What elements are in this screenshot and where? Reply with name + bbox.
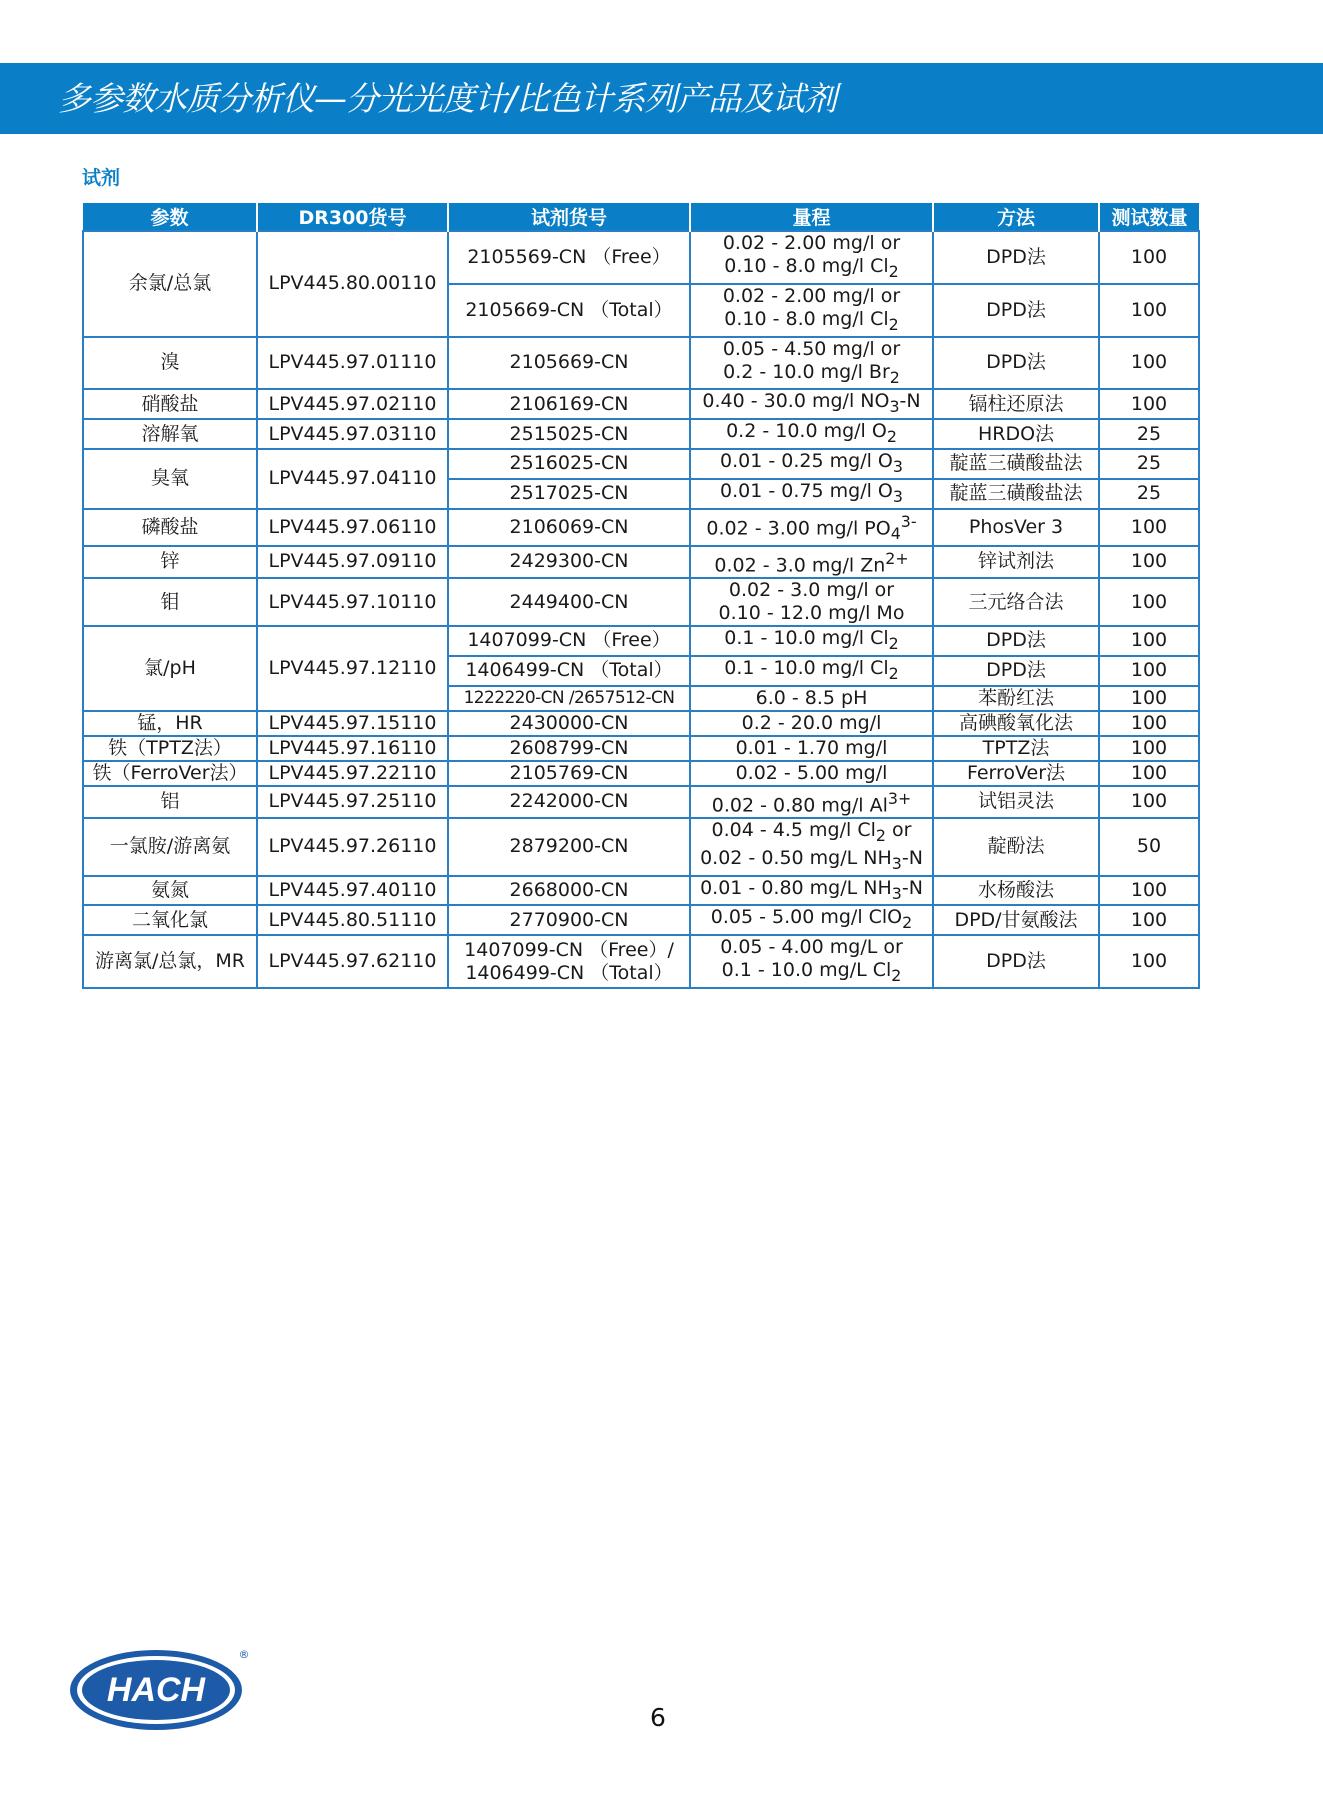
count-cell: 100 <box>1099 711 1199 736</box>
range-cell <box>690 626 933 656</box>
count-cell: 25 <box>1099 479 1199 509</box>
range-cell <box>690 656 933 686</box>
count-cell: 100 <box>1099 905 1199 935</box>
method-cell: 试铝灵法 <box>933 786 1099 818</box>
table-row <box>83 786 1199 818</box>
count-cell: 25 <box>1099 419 1199 449</box>
table-row <box>83 546 1199 578</box>
dr300-cell: LPV445.97.40110 <box>257 876 448 906</box>
param-cell: 铝 <box>83 786 257 818</box>
range-line: 0.2 - 10.0 mg/l Br <box>723 360 890 383</box>
range-subscript: 2 <box>889 367 900 387</box>
range-line: 0.02 - 2.00 mg/l or <box>722 232 901 254</box>
param-cell: 余氯/总氯 <box>83 231 257 337</box>
hach-logo <box>66 1640 256 1732</box>
table-row <box>83 761 1199 786</box>
param-cell: 臭氧 <box>83 449 257 509</box>
range-cell: 0.02 - 5.00 mg/l <box>690 761 933 786</box>
table-row <box>83 449 1199 479</box>
count-cell: 100 <box>1099 935 1199 988</box>
table-header-row <box>83 203 1199 231</box>
range-cell <box>690 337 933 390</box>
range-suffix: -N <box>901 846 923 869</box>
method-cell: 靛蓝三磺酸盐法 <box>933 449 1099 479</box>
reagent-line: 1407099-CN （Free）/ <box>464 938 674 961</box>
param-cell: 锰，HR <box>83 711 257 736</box>
dr300-cell: LPV445.97.62110 <box>257 935 448 988</box>
count-cell: 100 <box>1099 389 1199 419</box>
count-cell: 100 <box>1099 786 1199 818</box>
range-text: 0.02 - 3.00 mg/l PO <box>706 516 891 539</box>
table-row <box>83 578 1199 626</box>
reagent-cell: 2517025-CN <box>448 479 690 509</box>
column-header-dr300: DR300货号 <box>257 203 448 231</box>
column-header-reagent: 试剂货号 <box>448 203 690 231</box>
count-cell: 100 <box>1099 761 1199 786</box>
range-cell: 0.01 - 1.70 mg/l <box>690 736 933 761</box>
count-cell: 100 <box>1099 626 1199 656</box>
dr300-cell: LPV445.97.12110 <box>257 626 448 711</box>
reagent-cell: 2608799-CN <box>448 736 690 761</box>
range-cell <box>690 389 933 419</box>
header-banner <box>0 63 1323 134</box>
param-cell: 钼 <box>83 578 257 626</box>
range-suffix: -N <box>901 876 923 899</box>
method-cell: FerroVer法 <box>933 761 1099 786</box>
method-cell: DPD法 <box>933 337 1099 390</box>
page-number: 6 <box>650 1703 666 1732</box>
dr300-cell: LPV445.80.00110 <box>257 231 448 337</box>
range-text: 0.01 - 0.25 mg/l O <box>720 449 893 472</box>
range-cell <box>690 419 933 449</box>
method-cell: TPTZ法 <box>933 736 1099 761</box>
table-row <box>83 419 1199 449</box>
range-text: 0.40 - 30.0 mg/l NO <box>702 390 890 413</box>
reagent-cell: 2430000-CN <box>448 711 690 736</box>
reagent-cell: 2429300-CN <box>448 546 690 578</box>
reagent-cell <box>448 935 690 988</box>
param-cell: 磷酸盐 <box>83 509 257 546</box>
reagent-cell: 2668000-CN <box>448 876 690 906</box>
param-cell: 一氯胺/游离氨 <box>83 818 257 876</box>
param-cell: 锌 <box>83 546 257 578</box>
range-cell: 6.0 - 8.5 pH <box>690 686 933 711</box>
reagent-cell: 2242000-CN <box>448 786 690 818</box>
range-subscript: 2 <box>888 663 899 683</box>
range-subscript: 3 <box>892 456 903 476</box>
method-cell: DPD/甘氨酸法 <box>933 905 1099 935</box>
range-cell <box>690 786 933 818</box>
reagent-cell: 1406499-CN （Total） <box>448 656 690 686</box>
dr300-cell: LPV445.97.03110 <box>257 419 448 449</box>
reagent-cell: 2106069-CN <box>448 509 690 546</box>
count-cell: 100 <box>1099 509 1199 546</box>
range-cell <box>690 905 933 935</box>
column-header-param: 参数 <box>83 203 257 231</box>
range-text: 0.01 - 0.75 mg/l O <box>720 479 893 502</box>
range-cell <box>690 935 933 988</box>
range-suffix: -N <box>899 390 921 413</box>
section-label: 试剂 <box>82 167 121 189</box>
count-cell: 100 <box>1099 656 1199 686</box>
range-subscript: 2 <box>888 314 899 334</box>
count-cell: 50 <box>1099 818 1199 876</box>
range-subscript: 2 <box>888 261 899 281</box>
table-row <box>83 389 1199 419</box>
range-line: 0.02 - 3.0 mg/l or <box>728 579 895 602</box>
method-cell: 锌试剂法 <box>933 546 1099 578</box>
count-cell: 25 <box>1099 449 1199 479</box>
count-cell: 100 <box>1099 337 1199 390</box>
count-cell: 100 <box>1099 546 1199 578</box>
method-cell: DPD法 <box>933 935 1099 988</box>
range-text: 0.2 - 10.0 mg/l O <box>726 420 887 443</box>
table-row <box>83 935 1199 988</box>
method-cell: 靛酚法 <box>933 818 1099 876</box>
param-cell: 溴 <box>83 337 257 390</box>
table-row <box>83 626 1199 656</box>
range-cell <box>690 449 933 479</box>
range-line: 0.04 - 4.5 mg/l Cl <box>711 818 876 841</box>
reagent-cell: 2105569-CN （Free） <box>448 231 690 284</box>
range-cell: 0.2 - 20.0 mg/l <box>690 711 933 736</box>
table-row <box>83 337 1199 390</box>
range-subscript: 2 <box>902 913 913 933</box>
method-cell: DPD法 <box>933 656 1099 686</box>
reagent-cell: 2106169-CN <box>448 389 690 419</box>
count-cell: 100 <box>1099 876 1199 906</box>
range-line: 0.02 - 2.00 mg/l or <box>722 284 901 307</box>
range-subscript: 3 <box>889 397 900 417</box>
dr300-cell: LPV445.97.16110 <box>257 736 448 761</box>
table-row <box>83 905 1199 935</box>
reagent-cell: 2105769-CN <box>448 761 690 786</box>
param-cell: 氯/pH <box>83 626 257 711</box>
column-header-method: 方法 <box>933 203 1099 231</box>
range-line: 0.05 - 4.00 mg/L or <box>720 936 903 959</box>
page-title: 多参数水质分析仪—分光光度计/比色计系列产品及试剂 <box>58 79 837 118</box>
dr300-cell: LPV445.97.15110 <box>257 711 448 736</box>
method-cell: DPD法 <box>933 626 1099 656</box>
param-cell: 铁（TPTZ法） <box>83 736 257 761</box>
param-cell: 游离氯/总氯，MR <box>83 935 257 988</box>
param-cell: 溶解氧 <box>83 419 257 449</box>
range-cell <box>690 818 933 876</box>
reagent-cell: 2515025-CN <box>448 419 690 449</box>
reagent-cell: 1407099-CN （Free） <box>448 626 690 656</box>
range-suffix: or <box>885 818 912 841</box>
param-cell: 氨氮 <box>83 876 257 906</box>
range-subscript: 4 <box>890 523 901 543</box>
range-text: 0.02 - 0.80 mg/l Al <box>711 793 888 816</box>
column-header-count: 测试数量 <box>1099 203 1199 231</box>
table-row <box>83 876 1199 906</box>
range-line: 0.05 - 4.50 mg/l or <box>722 337 901 360</box>
range-line: 0.10 - 12.0 mg/l Mo <box>718 602 905 625</box>
range-cell <box>690 546 933 578</box>
range-subscript: 3 <box>891 883 902 903</box>
param-cell: 铁（FerroVer法） <box>83 761 257 786</box>
count-cell: 100 <box>1099 231 1199 284</box>
method-cell: 三元络合法 <box>933 578 1099 626</box>
dr300-cell: LPV445.97.25110 <box>257 786 448 818</box>
reagent-line: 1406499-CN （Total） <box>465 961 673 984</box>
count-cell: 100 <box>1099 736 1199 761</box>
reagent-cell: 2449400-CN <box>448 578 690 626</box>
reagent-cell: 2516025-CN <box>448 449 690 479</box>
dr300-cell: LPV445.80.51110 <box>257 905 448 935</box>
reagent-table <box>82 203 1200 989</box>
table-row <box>83 736 1199 761</box>
method-cell: 高碘酸氧化法 <box>933 711 1099 736</box>
logo-text: HACH <box>106 1671 206 1709</box>
range-cell <box>690 509 933 546</box>
dr300-cell: LPV445.97.10110 <box>257 578 448 626</box>
range-text: 0.01 - 0.80 mg/L NH <box>700 876 892 899</box>
count-cell: 100 <box>1099 578 1199 626</box>
range-line: 0.10 - 8.0 mg/l Cl <box>724 307 889 330</box>
method-cell: 苯酚红法 <box>933 686 1099 711</box>
reagent-cell: 2105669-CN （Total） <box>448 284 690 337</box>
table-row <box>83 711 1199 736</box>
reagent-cell: 2105669-CN <box>448 337 690 390</box>
range-cell <box>690 578 933 626</box>
dr300-cell: LPV445.97.09110 <box>257 546 448 578</box>
range-line: 0.1 - 10.0 mg/L Cl <box>721 959 892 982</box>
param-cell: 硝酸盐 <box>83 389 257 419</box>
reagent-cell: 1222220-CN /2657512-CN <box>448 686 690 711</box>
registered-mark: ® <box>238 1648 250 1661</box>
range-superscript: 3+ <box>887 788 912 808</box>
reagent-cell: 2879200-CN <box>448 818 690 876</box>
method-cell: 镉柱还原法 <box>933 389 1099 419</box>
method-cell: DPD法 <box>933 284 1099 337</box>
method-cell: PhosVer 3 <box>933 509 1099 546</box>
dr300-cell: LPV445.97.22110 <box>257 761 448 786</box>
dr300-cell: LPV445.97.01110 <box>257 337 448 390</box>
range-cell <box>690 479 933 509</box>
dr300-cell: LPV445.97.02110 <box>257 389 448 419</box>
range-subscript: 2 <box>891 965 902 985</box>
count-cell: 100 <box>1099 284 1199 337</box>
count-cell: 100 <box>1099 686 1199 711</box>
method-cell: 水杨酸法 <box>933 876 1099 906</box>
range-text: 0.05 - 5.00 mg/l ClO <box>710 906 903 929</box>
range-superscript: 3- <box>900 511 917 531</box>
table-row <box>83 509 1199 546</box>
dr300-cell: LPV445.97.04110 <box>257 449 448 509</box>
table-row <box>83 231 1199 284</box>
range-superscript: 2+ <box>885 548 909 568</box>
range-subscript: 2 <box>888 633 899 653</box>
range-cell <box>690 876 933 906</box>
range-subscript: 2 <box>875 825 886 845</box>
reagent-cell: 2770900-CN <box>448 905 690 935</box>
dr300-cell: LPV445.97.06110 <box>257 509 448 546</box>
range-line: 0.02 - 0.50 mg/L NH <box>700 846 892 869</box>
range-text: 0.1 - 10.0 mg/l Cl <box>724 627 889 650</box>
method-cell: HRDO法 <box>933 419 1099 449</box>
range-subscript: 3 <box>892 486 903 506</box>
table-row <box>83 818 1199 876</box>
method-cell: 靛蓝三磺酸盐法 <box>933 479 1099 509</box>
param-cell: 二氧化氯 <box>83 905 257 935</box>
range-cell <box>690 231 933 284</box>
range-cell <box>690 284 933 337</box>
range-subscript: 2 <box>886 426 897 446</box>
range-text: 0.02 - 3.0 mg/l Zn <box>714 554 886 577</box>
range-line: 0.10 - 8.0 mg/l Cl <box>724 255 889 277</box>
range-text: 0.1 - 10.0 mg/l Cl <box>724 656 889 679</box>
range-subscript: 3 <box>891 853 902 873</box>
column-header-range: 量程 <box>690 203 933 231</box>
dr300-cell: LPV445.97.26110 <box>257 818 448 876</box>
method-cell: DPD法 <box>933 231 1099 284</box>
